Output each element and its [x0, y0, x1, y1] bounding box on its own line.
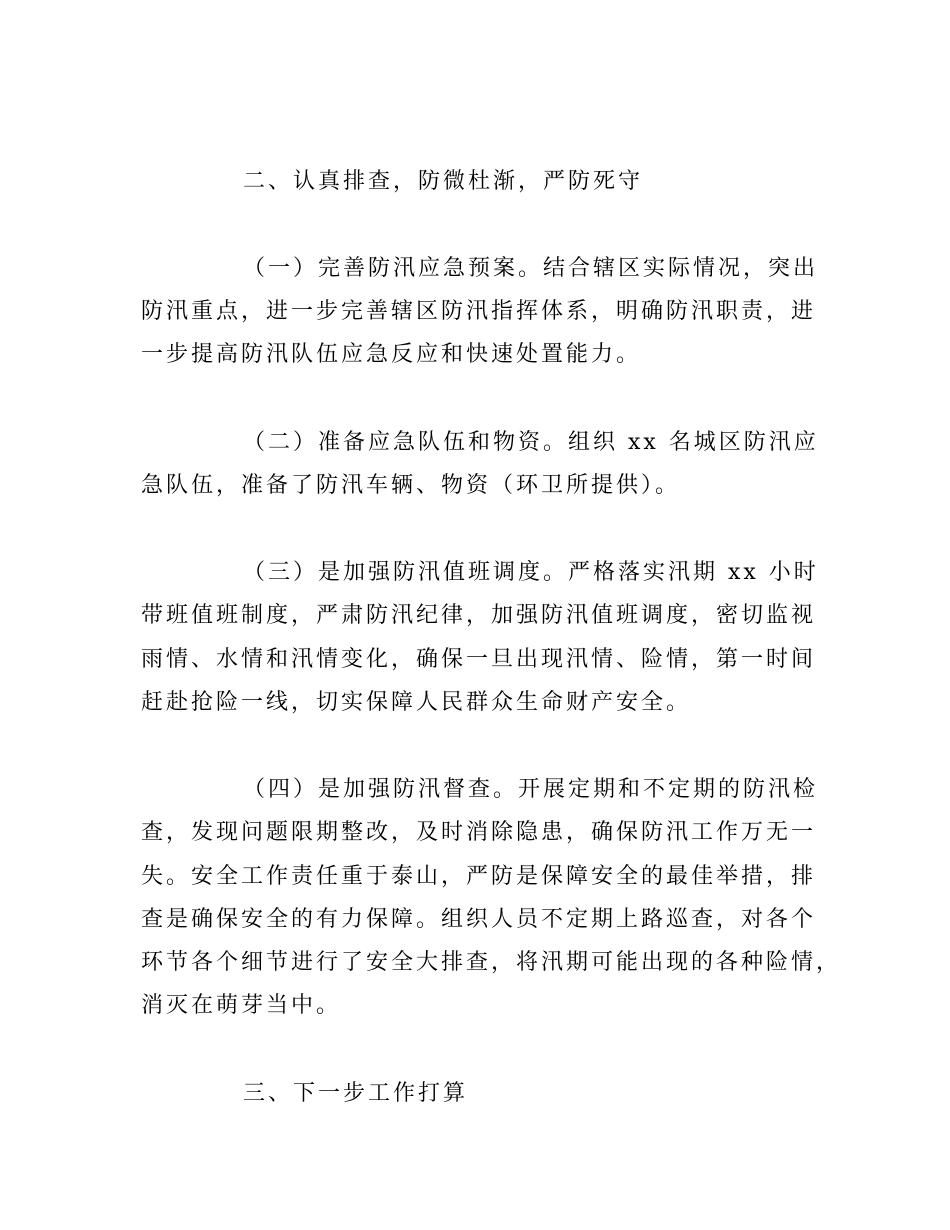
paragraph-line: （二）准备应急队伍和物资。组织 xx 名城区防汛应: [243, 430, 819, 455]
paragraph-line: 环节各个细节进行了安全大排查，将汛期可能出现的各种险情，: [141, 950, 842, 975]
paragraph-line: 赶赴抢险一线，切实保障人民群众生命财产安全。: [141, 690, 692, 715]
section-heading-2: 二、认真排查，防微杜渐，严防死守: [243, 169, 644, 194]
paragraph-line: 雨情、水情和汛情变化，确保一旦出现汛情、险情，第一时间: [141, 647, 817, 672]
paragraph-line: 一步提高防汛队伍应急反应和快速处置能力。: [141, 342, 642, 367]
paragraph-line: （一）完善防汛应急预案。结合辖区实际情况，突出: [243, 256, 819, 281]
paragraph-line: 查，发现问题限期整改，及时消除隐患，确保防汛工作万无一: [141, 820, 817, 845]
section-heading-3: 三、下一步工作打算: [243, 1081, 469, 1106]
paragraph-line: （四）是加强防汛督查。开展定期和不定期的防汛检: [243, 777, 819, 802]
paragraph-line: 消灭在萌芽当中。: [141, 993, 342, 1018]
paragraph-line: 防汛重点，进一步完善辖区防汛指挥体系，明确防汛职责，进: [141, 299, 817, 324]
paragraph-line: （三）是加强防汛值班调度。严格落实汛期 xx 小时: [243, 560, 819, 585]
paragraph-line: 急队伍，准备了防汛车辆、物资（环卫所提供）。: [141, 473, 681, 498]
paragraph-line: 失。安全工作责任重于泰山，严防是保障安全的最佳举措，排: [141, 864, 817, 889]
paragraph-line: 带班值班制度，严肃防汛纪律，加强防汛值班调度，密切监视: [141, 603, 817, 628]
paragraph-line: 查是确保安全的有力保障。组织人员不定期上路巡查，对各个: [141, 907, 817, 932]
